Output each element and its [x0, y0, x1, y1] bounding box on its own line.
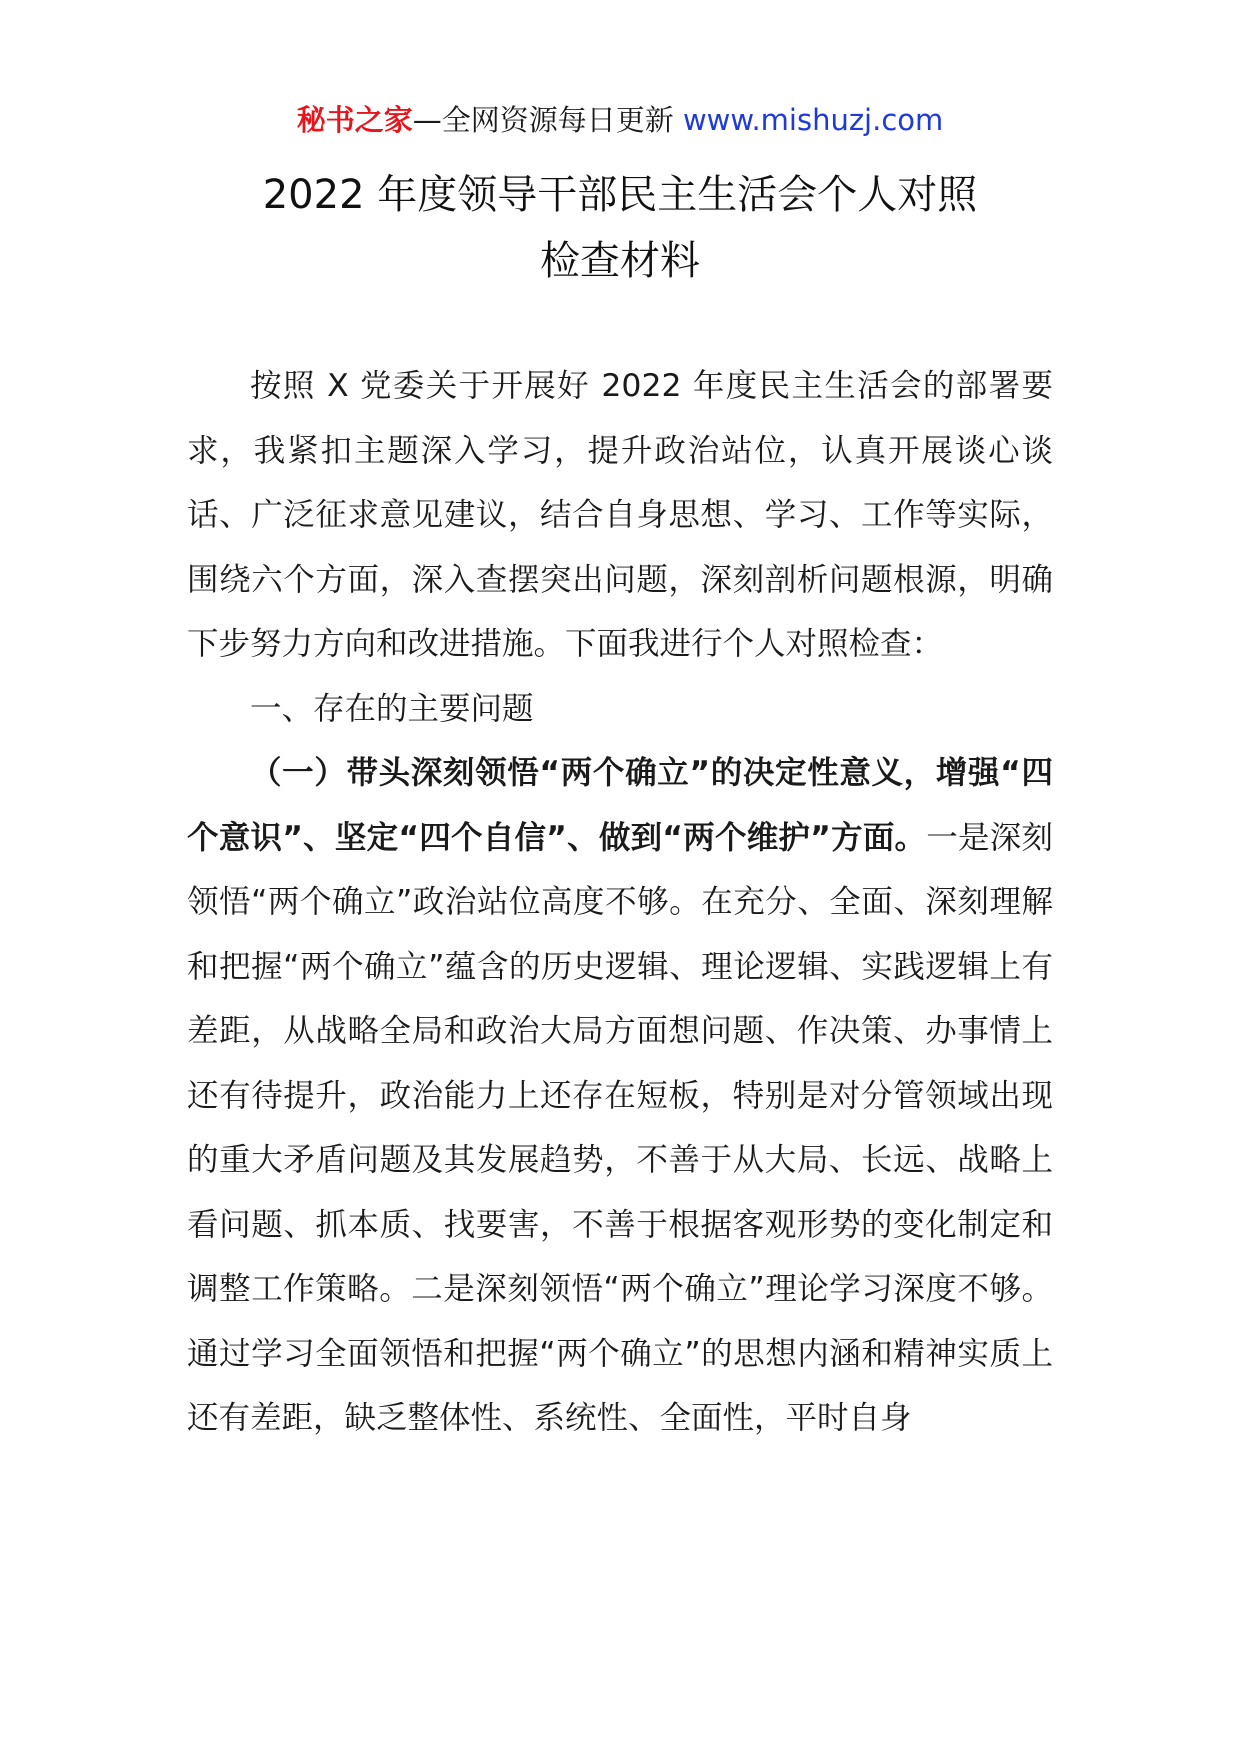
intro-paragraph: 按照 X 党委关于开展好 2022 年度民主生活会的部署要求，我紧扣主题深入学习，提升政治站位，认真开展谈心谈话、广泛征求意见建议，结合自身思想、学习、工作等实际，围绕六个方面，深入查摆突出问题，深刻剖析问题根源，明确下步努力方向和改进措施。下面我进行个人对照检查：: [187, 368, 1053, 662]
site-url-link[interactable]: www.mishuzj.com: [682, 103, 944, 137]
title-line-1: 2022 年度领导干部民主生活会个人对照: [262, 172, 978, 218]
document-title: [0, 162, 1240, 294]
title-line-2: 检查材料: [540, 238, 700, 284]
item-1-paragraph: [187, 741, 1053, 1451]
item-1-heading: （一）带头深刻领悟“两个确立”的决定性意义，增强“四个意识”、坚定“四个自信”、做到“两个维护”方面。: [187, 755, 1053, 856]
item-1-text: 一是深刻领悟“两个确立”政治站位高度不够。在充分、全面、深刻理解和把握“两个确立”蕴含的历史逻辑、理论逻辑、实践逻辑上有差距，从战略全局和政治大局方面想问题、作决策、办事情上还有待提升，政治能力上还存在短板，特别是对分管领域出现的重大矛盾问题及其发展趋势，不善于从大局、长远、战略上看问题、抓本质、找要害，不善于根据客观形势的变化制定和调整工作策略。二是深刻领悟“两个确立”理论学习深度不够。通过学习全面领悟和把握“两个确立”的思想内涵和精神实质上还有差距，缺乏整体性、系统性、全面性，平时自身: [187, 819, 1053, 1436]
section-heading: 一、存在的主要问题: [250, 690, 534, 727]
brand-name: 秘书之家: [296, 103, 413, 137]
document-body: [187, 354, 1053, 1451]
site-header: [0, 100, 1240, 140]
header-tagline: —全网资源每日更新: [412, 103, 683, 137]
